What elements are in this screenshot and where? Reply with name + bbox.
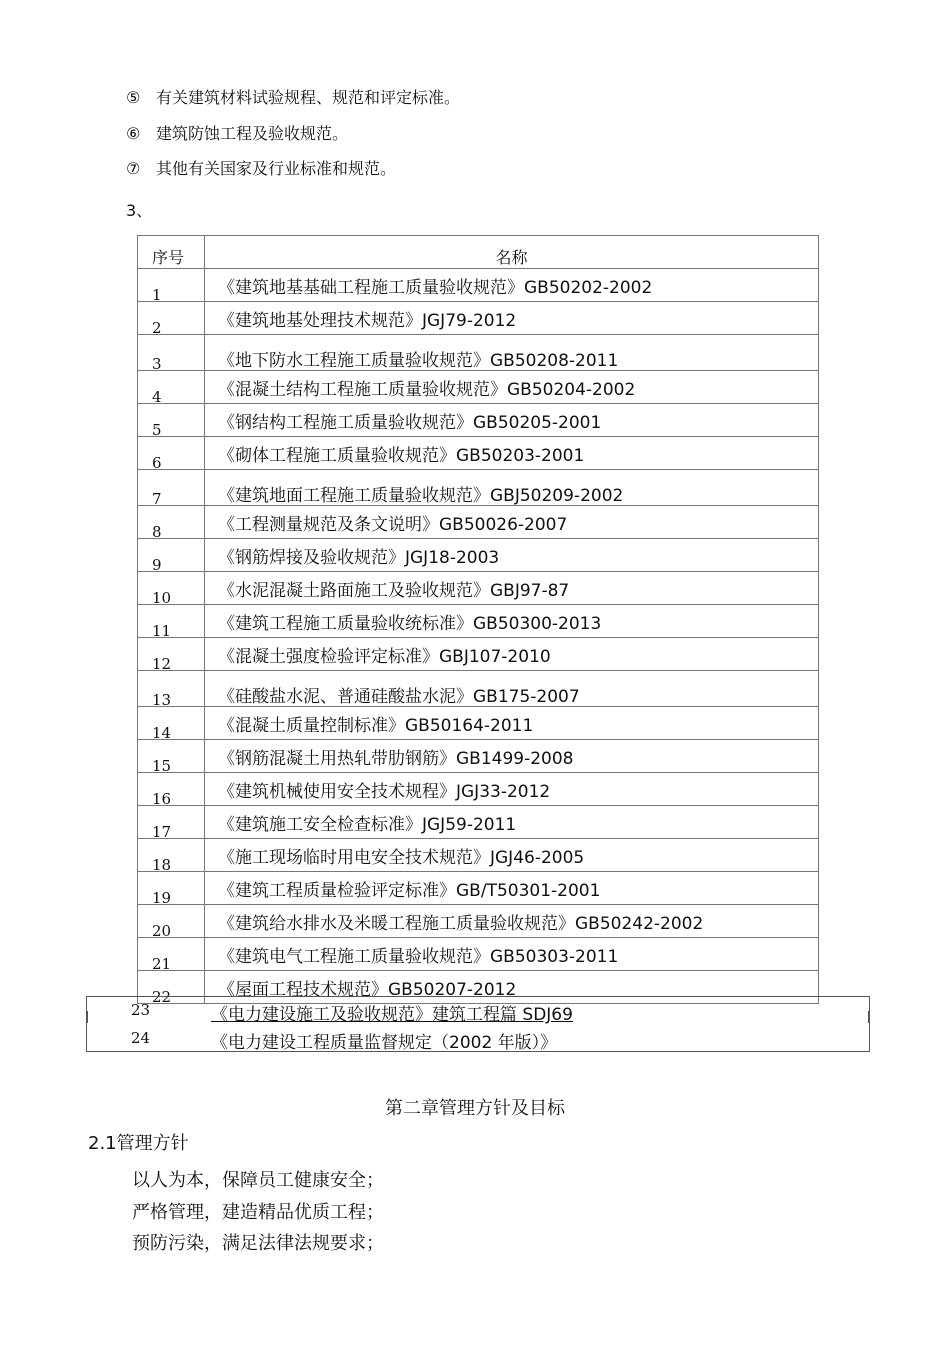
policy-line: 预防污染，满足法律法规要求；	[132, 1233, 384, 1254]
row-num: 10	[152, 589, 172, 607]
row-num: 22	[152, 988, 172, 1006]
table-row	[137, 572, 819, 605]
table-row	[87, 1025, 869, 1053]
row-name: 《建筑地基处理技术规范》JGJ79-2012	[218, 311, 517, 331]
section-title: 管理方针	[116, 1133, 189, 1154]
row-num: 18	[152, 856, 172, 874]
list-item-text: 有关建筑材料试验规程、规范和评定标准。	[156, 88, 461, 107]
row-num: 12	[152, 655, 172, 673]
row-name: 《地下防水工程施工质量验收规范》GB50208-2011	[218, 351, 619, 371]
row-name: 《混凝土结构工程施工质量验收规范》GB50204-2002	[218, 380, 636, 400]
row-num: 17	[152, 823, 172, 841]
table-row	[137, 506, 819, 539]
row-num: 5	[152, 421, 162, 439]
table-row	[137, 437, 819, 470]
row-name: 《工程测量规范及条文说明》GB50026-2007	[218, 515, 568, 535]
table-row	[137, 707, 819, 740]
row-num: 24	[131, 1029, 151, 1047]
row-num: 11	[152, 622, 172, 640]
row-name: 《建筑地基基础工程施工质量验收规范》GB50202-2002	[218, 278, 653, 298]
list-item	[126, 88, 460, 108]
table-row	[137, 605, 819, 638]
row-name: 《钢结构工程施工质量验收规范》GB50205-2001	[218, 413, 602, 433]
row-num: 3	[152, 355, 162, 373]
row-num: 4	[152, 388, 162, 406]
table-row	[137, 269, 819, 302]
section-heading	[88, 1129, 189, 1155]
list-item-text: 其他有关国家及行业标准和规范。	[156, 159, 397, 178]
row-num: 16	[152, 790, 172, 808]
row-name: 《水泥混凝土路面施工及验收规范》GBJ97-87	[218, 581, 570, 601]
row-name: 《建筑工程施工质量验收统标准》GB50300-2013	[218, 614, 602, 634]
list-item-text: 建筑防蚀工程及验收规范。	[156, 124, 349, 143]
table-row	[137, 872, 819, 905]
row-name: 《建筑工程质量检验评定标准》GB/T50301-2001	[218, 881, 601, 901]
row-num: 23	[131, 1001, 151, 1019]
row-name: 《建筑机械使用安全技术规程》JGJ33-2012	[218, 782, 551, 802]
row-num: 14	[152, 724, 172, 742]
table-row	[137, 404, 819, 437]
table-row	[137, 302, 819, 335]
table-row	[137, 335, 819, 371]
row-name: 《电力建设工程质量监督规定（2002 年版）》	[211, 1033, 558, 1053]
row-num: 15	[152, 757, 172, 775]
table-row	[137, 470, 819, 506]
row-num: 8	[152, 523, 162, 541]
row-name: 《硅酸盐水泥、普通硅酸盐水泥》GB175-2007	[218, 687, 580, 707]
row-num: 6	[152, 454, 162, 472]
row-name: 《建筑施工安全检查标准》JGJ59-2011	[218, 815, 517, 835]
header-name: 名称	[495, 248, 528, 267]
row-name: 《建筑电气工程施工质量验收规范》GB50303-2011	[218, 947, 619, 967]
section-number: 2.1	[88, 1133, 117, 1154]
table-row	[87, 997, 869, 1025]
row-name: 《砌体工程施工质量验收规范》GB50203-2001	[218, 446, 585, 466]
row-num: 7	[152, 490, 162, 508]
row-num: 21	[152, 955, 172, 973]
list-marker: ⑥	[126, 124, 141, 143]
table-row	[137, 938, 819, 971]
policy-line: 严格管理，建造精品优质工程；	[132, 1202, 384, 1223]
table-row	[137, 539, 819, 572]
section-3-label: 3、	[126, 201, 153, 220]
standards-table	[137, 235, 819, 1004]
row-name: 《建筑地面工程施工质量验收规范》GBJ50209-2002	[218, 486, 624, 506]
row-name: 《钢筋焊接及验收规范》JGJ18-2003	[218, 548, 500, 568]
row-num: 20	[152, 922, 172, 940]
row-name: 《施工现场临时用电安全技术规范》JGJ46-2005	[218, 848, 585, 868]
policy-line: 以人为本，保障员工健康安全；	[132, 1170, 384, 1191]
table-row	[137, 839, 819, 872]
list-marker: ⑦	[126, 159, 141, 178]
row-name: 《电力建设施工及验收规范》建筑工程篇 SDJ69	[211, 1005, 573, 1025]
list-marker: ⑤	[126, 88, 141, 107]
row-name: 《混凝土质量控制标准》GB50164-2011	[218, 716, 534, 736]
row-name: 《建筑给水排水及米暖工程施工质量验收规范》GB50242-2002	[218, 914, 704, 934]
table-row	[137, 806, 819, 839]
table-row	[137, 371, 819, 404]
standards-table-extra	[86, 996, 870, 1052]
row-name: 《混凝土强度检验评定标准》GBJ107-2010	[218, 647, 551, 667]
table-header-row	[137, 235, 819, 269]
list-item	[126, 159, 396, 179]
list-item	[126, 124, 348, 144]
table-row	[137, 638, 819, 671]
table-row	[137, 740, 819, 773]
table-row	[137, 905, 819, 938]
row-name: 《屋面工程技术规范》GB50207-2012	[218, 980, 517, 1000]
row-num: 2	[152, 319, 162, 337]
table-row	[137, 773, 819, 806]
row-num: 9	[152, 556, 162, 574]
chapter-title: 第二章管理方针及目标	[385, 1098, 565, 1119]
row-num: 1	[152, 286, 162, 304]
row-num: 13	[152, 691, 172, 709]
table-row	[137, 671, 819, 707]
row-num: 19	[152, 889, 172, 907]
header-num: 序号	[152, 248, 185, 267]
row-name: 《钢筋混凝土用热轧带肋钢筋》GB1499-2008	[218, 749, 574, 769]
